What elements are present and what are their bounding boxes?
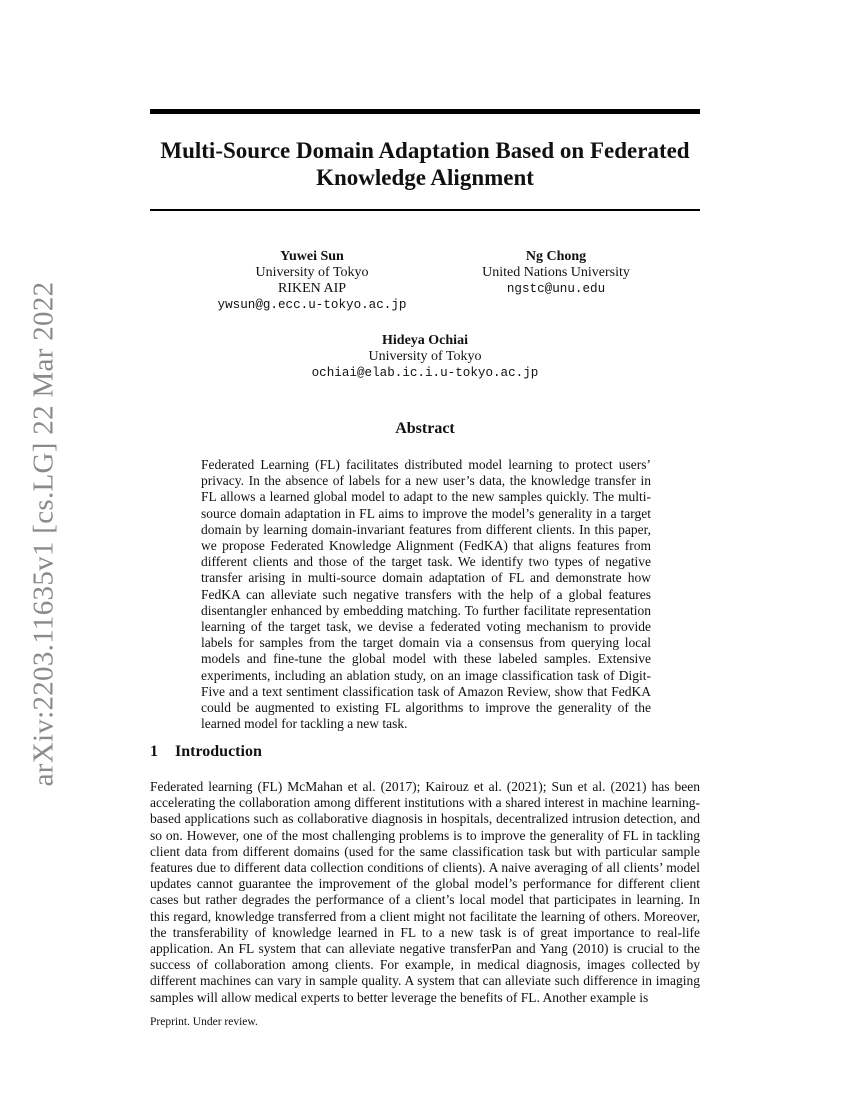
author-email: ngstc@unu.edu [506,282,606,296]
author-block [212,249,412,313]
title-bottom-rule [150,209,700,211]
author-affiliation: University of Tokyo [368,349,482,364]
footer-note: Preprint. Under review. [150,1016,258,1028]
author-name: Ng Chong [525,249,587,264]
paper-title: Multi-Source Domain Adaptation Based on Federated Knowledge Alignment [160,138,690,190]
section-heading-introduction [150,743,262,761]
author-name: Hideya Ochiai [382,333,468,348]
author-affiliation: University of Tokyo [255,265,369,280]
title-top-rule [150,109,700,114]
author-block [275,333,575,381]
abstract-text: Federated Learning (FL) facilitates distributed model learning to protect users’ privacy. In the absence of labels for a new user’s data, the knowledge transfer in FL allows a learned global model to adapt to the new samples quickly. The multi-source domain adaptation in FL aims to improve the model’s generality in a target domain by learning domain-invariant features from different clients. In this paper, we propose Federated Knowledge Alignment (FedKA) that aligns features from different clients and those of the target task. We identify two types of negative transfer arising in multi-source domain adaptation of FL and demonstrate how FedKA can alleviate such negative transfers with the help of a global features disentangler enhanced by embedding matching. To further facilitate representation learning of the target task, we devise a federated voting mechanism to provide labels for samples from the target domain via a consensus from querying local models and fine-tune the global model with these labeled samples. Extensive experiments, including an ablation study, on an image classification task of Digit-Five and a text sentiment classification task of Amazon Review, show that FedKA could be augmented to existing FL algorithms to improve the generality of the learned model for tackling a new task. [201,457,651,732]
author-email: ywsun@g.ecc.u-tokyo.ac.jp [217,298,407,312]
author-affiliation: RIKEN AIP [277,281,347,296]
author-email: ochiai@elab.ic.i.u-tokyo.ac.jp [311,366,539,380]
author-affiliation: United Nations University [482,265,630,280]
introduction-text: Federated learning (FL) McMahan et al. (2017); Kairouz et al. (2021); Sun et al. (2021) has been accelerating the collaboration among different institutions with a shared interest in machine learning-based applications such as collaborative diagnosis in hospitals, decentralized intrusion detection, and so on. However, one of the most challenging problems is to improve the generality of FL in tackling client data from different domains (used for the same classification task but with particular sample features due to different data collection conditions of clients). A naive averaging of all clients’ model updates cannot guarantee the improvement of the global model’s performance for different client cases but rather degrades the performance of a client’s local model that participates in learning. In this regard, knowledge transferred from a client might not facilitate the learning of others. Moreover, the transferability of knowledge learned in FL to a new task is of great importance to real-life application. An FL system that can alleviate negative transferPan and Yang (2010) is crucial to the success of collaboration among clients. For example, in medical diagnosis, images collected by different machines can vary in sample quality. A system that can alleviate such difference in imaging samples will allow medical experts to better leverage the benefits of FL. Another example is [150,779,700,1005]
abstract-heading: Abstract [395,420,455,437]
section-number: 1 [150,743,158,760]
section-title: Introduction [175,743,262,760]
author-block [456,249,656,297]
arxiv-identifier-stamp: arXiv:2203.11635v1 [cs.LG] 22 Mar 2022 [27,281,60,787]
author-name: Yuwei Sun [280,249,344,264]
